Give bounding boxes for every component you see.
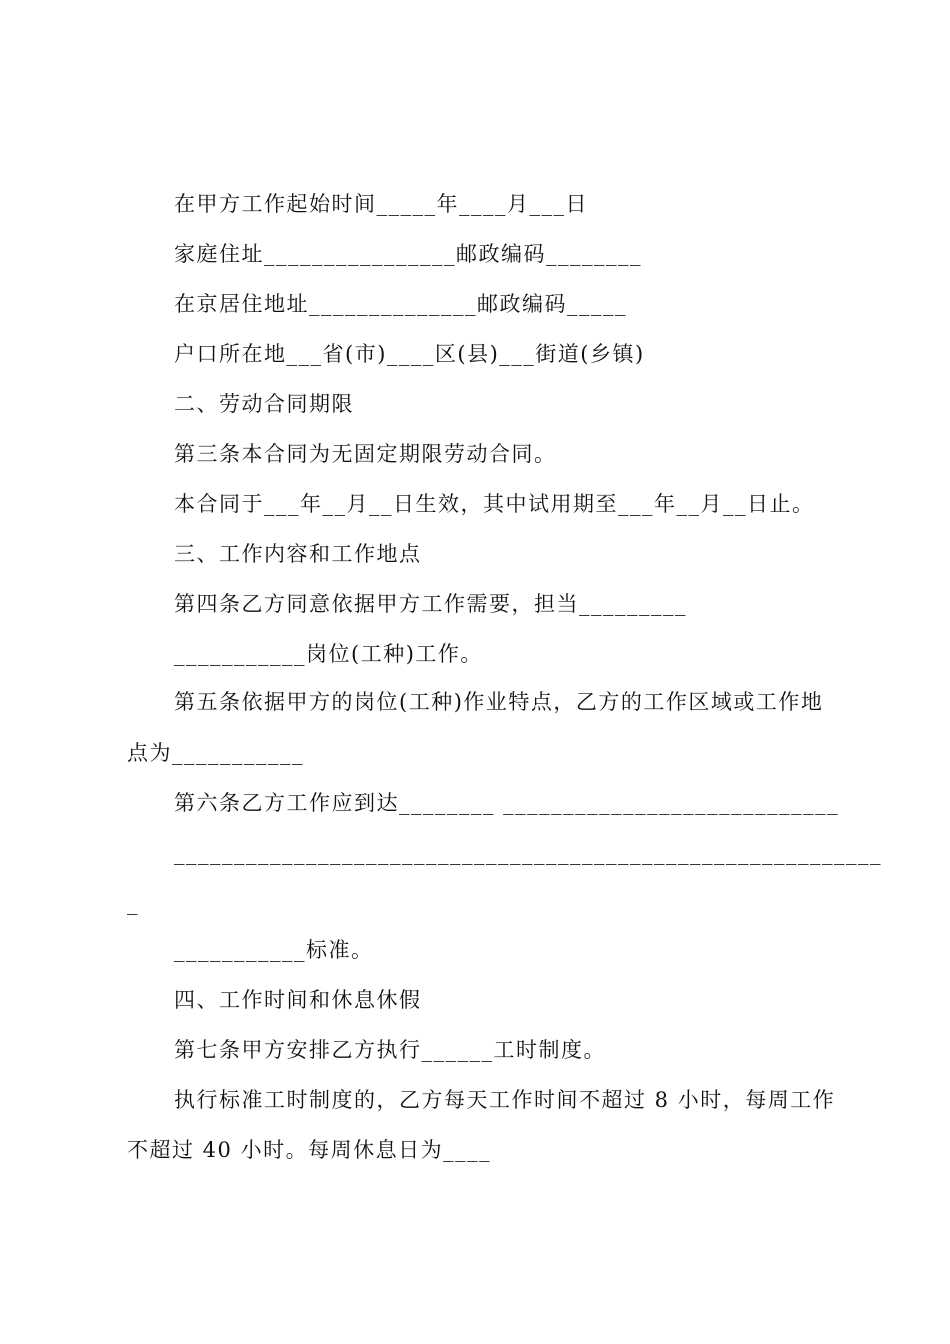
section-heading-work-content: 三、工作内容和工作地点 [174,542,422,566]
section-heading-contract-term: 二、劳动合同期限 [174,392,354,416]
article-6-line: 第六条乙方工作应到达________ ____________________________ [174,791,840,815]
article-7-line: 第七条甲方安排乙方执行______工时制度。 [174,1038,606,1062]
article-5-line: 第五条依据甲方的岗位(工种)作业特点，乙方的工作区域或工作地 [174,690,824,714]
effective-date-line: 本合同于___年__月__日生效，其中试用期至___年__月__日止。 [174,492,815,516]
home-address-line: 家庭住址________________邮政编码________ [174,242,642,266]
beijing-address-line: 在京居住地址______________邮政编码_____ [174,292,627,316]
standard-hours-line: 执行标准工时制度的，乙方每天工作时间不超过 8 小时，每周工作 [174,1088,836,1112]
hukou-location-line: 户口所在地___省(市)____区(县)___街道(乡镇) [174,342,645,366]
article-4-continuation: ___________岗位(工种)工作。 [174,642,483,666]
article-4-line: 第四条乙方同意依据甲方工作需要，担当_________ [174,592,687,616]
weekly-rest-line: 不超过 40 小时。每周休息日为____ [127,1138,492,1162]
start-date-line: 在甲方工作起始时间_____年____月___日 [174,192,588,216]
article-5-continuation: 点为___________ [127,741,304,765]
article-3-line: 第三条本合同为无固定期限劳动合同。 [174,442,557,466]
article-6-blank-line: ___________________________________________________________ [174,841,882,865]
article-6-standard-line: ___________标准。 [174,938,374,962]
section-heading-working-hours: 四、工作时间和休息休假 [174,988,422,1012]
article-6-blank-tail: _ [127,891,139,915]
